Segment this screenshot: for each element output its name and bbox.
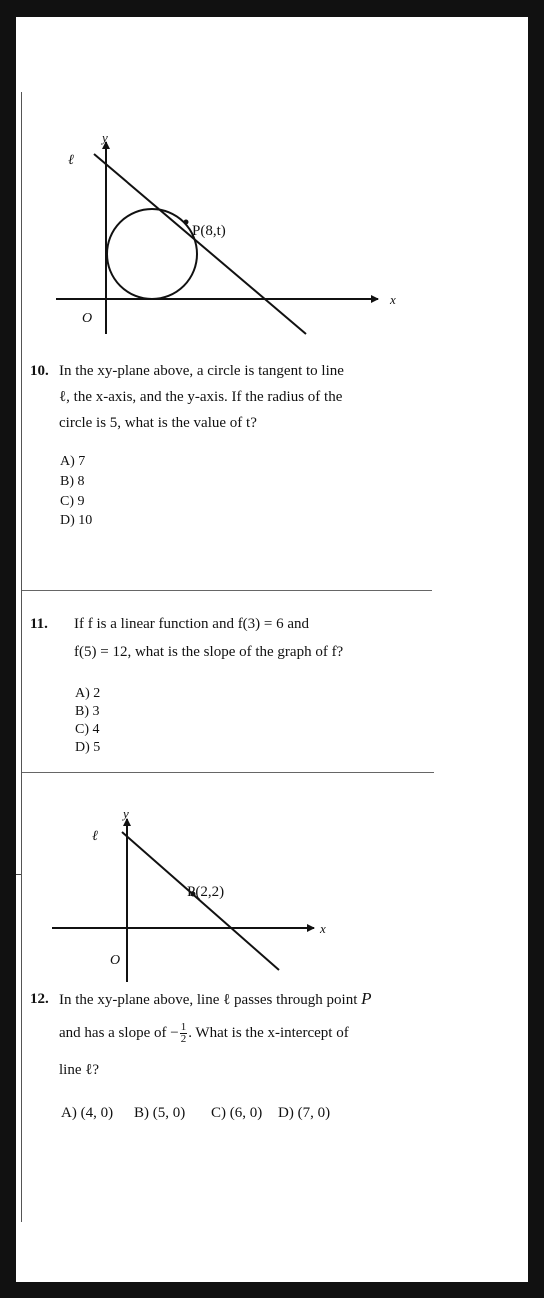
q12-point-label: P(2,2) [187, 884, 225, 900]
q11-choice-d[interactable]: D) 5 [75, 740, 101, 755]
separator-2 [22, 772, 434, 773]
q10-line-1: In the xy-plane above, a circle is tangent to line [59, 363, 344, 379]
q12-frac-num: 1 [180, 1021, 187, 1034]
q12-line-label: ℓ [92, 829, 98, 844]
q12-line-1-text: In the xy-plane above, line ℓ passes through point [59, 992, 358, 1008]
q12-line-2-text-b: . What is the x-intercept of [188, 1025, 349, 1041]
q12-origin-label: O [110, 953, 121, 968]
q12-choice-c[interactable]: C) (6, 0) [211, 1105, 263, 1121]
q11-choice-a[interactable]: A) 2 [75, 686, 101, 701]
q12-line-2-text-a: and has a slope of − [59, 1025, 179, 1041]
q10-figure [56, 112, 416, 342]
q12-choice-d[interactable]: D) (7, 0) [278, 1105, 331, 1121]
worksheet-page [16, 17, 528, 1282]
q10-y-label: y [102, 130, 108, 145]
q10-line-l [94, 154, 306, 334]
q12-line-3: line ℓ? [59, 1062, 100, 1078]
q11-choice-b[interactable]: B) 3 [75, 704, 100, 719]
q10-choice-c[interactable]: C) 9 [60, 494, 85, 509]
q12-line-l [122, 832, 279, 970]
q12-choice-b[interactable]: B) (5, 0) [134, 1105, 186, 1121]
q12-line-2 [59, 1020, 349, 1046]
q10-choice-a[interactable]: A) 7 [60, 454, 86, 469]
q10-line-2: ℓ, the x-axis, and the y-axis. If the radius of the [59, 389, 343, 405]
q10-origin-label: O [82, 311, 93, 326]
q10-circle [107, 209, 197, 299]
q12-x-label: x [320, 921, 326, 936]
q12-line-1 [59, 986, 372, 1013]
q10-point-label: P(8,t) [192, 223, 226, 239]
q11-number: 11. [30, 616, 48, 632]
q10-x-label: x [390, 292, 396, 307]
left-margin-line [21, 92, 22, 1222]
q11-line-1: If f is a linear function and f(3) = 6 and [74, 616, 310, 632]
q12-figure [52, 787, 372, 997]
q10-line-3: circle is 5, what is the value of t? [59, 415, 257, 431]
q10-line-label: ℓ [68, 153, 74, 168]
q12-frac-den: 2 [180, 1033, 187, 1046]
separator-1 [22, 590, 432, 591]
q12-point-p-ref: P [361, 989, 372, 1008]
q11-choice-c[interactable]: C) 4 [75, 722, 100, 737]
q12-y-label: y [123, 806, 129, 821]
q11-line-2: f(5) = 12, what is the slope of the graph of f? [74, 644, 344, 660]
q12-slope-fraction [180, 1022, 188, 1045]
q12-number: 12. [30, 991, 49, 1007]
q10-choice-b[interactable]: B) 8 [60, 474, 85, 489]
margin-tick [16, 874, 21, 875]
q10-number: 10. [30, 363, 49, 379]
q10-point-p [184, 220, 189, 225]
q12-choice-a[interactable]: A) (4, 0) [61, 1105, 114, 1121]
q10-choice-d[interactable]: D) 10 [60, 513, 93, 528]
